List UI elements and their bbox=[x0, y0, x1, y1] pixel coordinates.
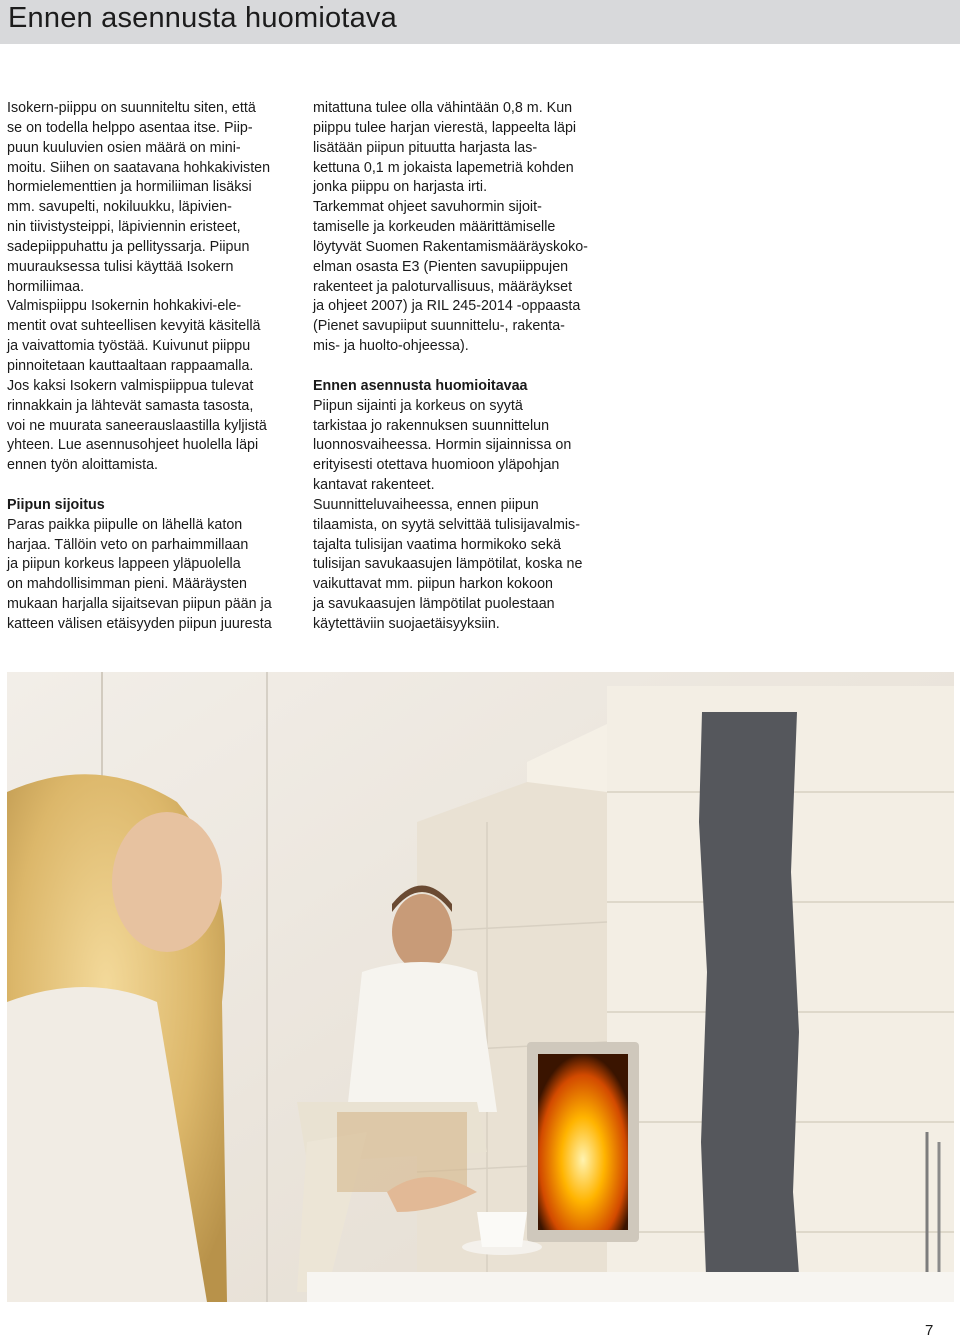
right-text-column bbox=[313, 99, 595, 635]
left-text-column bbox=[7, 99, 289, 635]
paragraph: Paras paikka piipulle on lähellä katon harjaa. Tällöin veto on parhaimmillaan ja piipun korkeus lappeen yläpuolella on mahdollisimman pieni. Määräysten mukaan harjalla sijaitsevan piipun pään ja katteen välisen etäisyyden piipun juuresta bbox=[7, 516, 272, 632]
spacer bbox=[313, 357, 595, 377]
section-heading: Ennen asennusta huomioitavaa bbox=[313, 377, 528, 394]
section-heading: Piipun sijoitus bbox=[7, 496, 105, 513]
paragraph: Jos kaksi Isokern valmispiippua tulevat rinnakkain ja lähtevät samasta tasosta, voi ne muurata saneerauslaastilla kyljistä yhteen. Lue asennusohjeet huolella läpi ennen työn aloittamista. bbox=[7, 377, 267, 474]
paragraph: Piipun sijainti ja korkeus on syytä tarkistaa jo rakennuksen suunnittelun luonnosvaiheessa. Hormin sijainnissa on erityisesti otettava huomioon yläpohjan kantavat rakenteet. bbox=[313, 397, 572, 494]
page-title: Ennen asennusta huomiotava bbox=[8, 2, 397, 34]
paragraph: Suunnitteluvaiheessa, ennen piipun tilaamista, on syytä selvittää tulisijavalmis- tajalta tulisijan vaatima hormikoko sekä tulisijan savukaasujen lämpötilat, koska ne vaikuttavat mm. piipun harkon kokoon ja savukaasujen lämpötilat puolestaan käytettäviin suojaetäisyyksiin. bbox=[313, 496, 583, 632]
paragraph: mitattuna tulee olla vähintään 0,8 m. Kun piippu tulee harjan vierestä, lappeelta läpi lisätään piipun pituutta harjasta las- kettuna 0,1 m jokaista lapemetriä kohden jonka piippu on harjasta irti. bbox=[313, 100, 577, 196]
photo-illustration bbox=[7, 672, 954, 1302]
fireplace-photo bbox=[7, 672, 954, 1302]
paragraph: Tarkemmat ohjeet savuhormin sijoit- tamiselle ja korkeuden määrittämiselle löytyvät Suomen Rakentamismääräyskoko- elman osasta E3 (Pienten savupiippujen rakenteet ja paloturvallisuus, määräykset ja ohjeet 2007) ja RIL 245-2014 -oppaasta (Pienet savupiiput suunnittelu-, rakenta- mis- ja huolto-ohjeessa). bbox=[313, 199, 588, 355]
spacer bbox=[7, 476, 289, 496]
page-number: 7 bbox=[925, 1322, 934, 1339]
paragraph: Isokern-piippu on suunniteltu siten, että se on todella helppo asentaa itse. Piip- puun kuuluvien osien määrä on mini- moitu. Siihen on saatavana hohkakivisten hormielementtien ja hormiliiman lisäksi mm. savupelti, nokiluukku, läpivien- nin tiivistysteippi, läpiviennin eristeet, sadepiippuhattu ja pellityssarja. Piipun muurauksessa tulisi käyttää Isokern hormiliimaa. bbox=[7, 100, 271, 295]
paragraph: Valmispiippu Isokernin hohkakivi-ele- mentit ovat suhteellisen kevyitä käsitellä ja vaivattomia työstää. Kuivunut piippu pinnoitetaan kauttaaltaan rappaamalla. bbox=[7, 298, 261, 374]
title-band bbox=[0, 0, 960, 44]
